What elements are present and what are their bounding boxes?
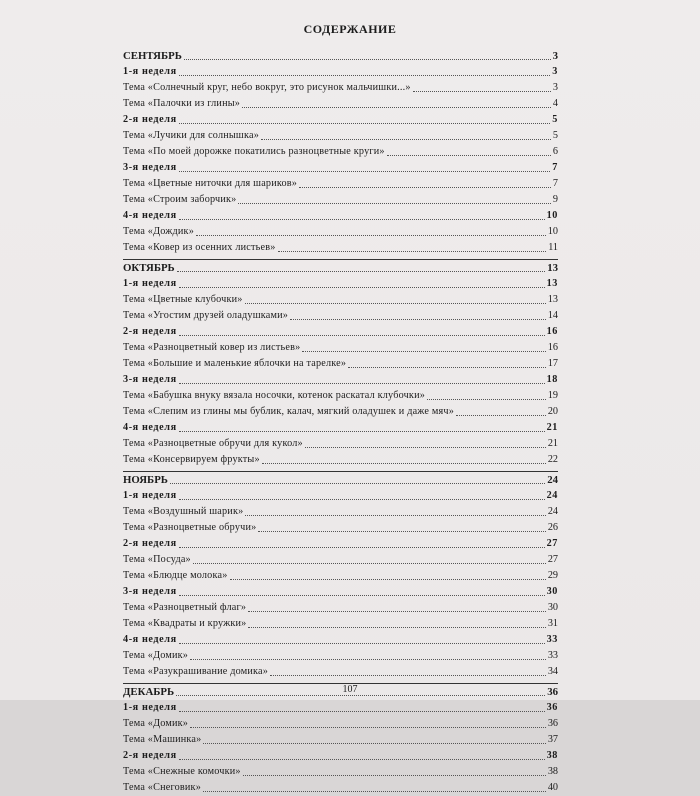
- toc-entry-label: Тема «Домик»: [123, 718, 189, 729]
- toc-topic-entry: [123, 404, 558, 420]
- toc-entry-page: 7: [552, 162, 558, 173]
- toc-entry-label: 2-я неделя: [123, 114, 177, 125]
- dot-leader: [170, 483, 545, 484]
- toc-week-entry: [123, 748, 558, 764]
- toc-entry-page: 27: [547, 554, 558, 565]
- toc-week-entry: [123, 276, 558, 292]
- dot-leader: [179, 759, 545, 760]
- toc-entry-label: Тема «Угостим друзей оладушками»: [123, 310, 289, 321]
- toc-entry-page: 29: [547, 570, 558, 581]
- dot-leader: [179, 123, 551, 124]
- dot-leader: [456, 415, 546, 416]
- toc-topic-entry: [123, 732, 558, 748]
- toc-entry-label: Тема «Снежные комочки»: [123, 766, 241, 777]
- toc-entry-page: 38: [546, 750, 558, 761]
- toc-topic-entry: [123, 520, 558, 536]
- toc-week-entry: [123, 324, 558, 340]
- toc-topic-entry: [123, 716, 558, 732]
- dot-leader: [387, 155, 551, 156]
- toc-entry-label: Тема «Разноцветные обручи»: [123, 522, 257, 533]
- toc-entry-label: Тема «Снеговик»: [123, 782, 201, 793]
- toc-entry-page: 36: [547, 718, 558, 729]
- dot-leader: [238, 203, 550, 204]
- toc-month-entry: [123, 471, 558, 488]
- toc-entry-label: Тема «Бабушка внуку вязала носочки, котенок раскатал клубочки»: [123, 390, 426, 401]
- toc-entry-label: 1-я неделя: [123, 66, 177, 77]
- dot-leader: [299, 187, 551, 188]
- dot-leader: [179, 383, 545, 384]
- toc-entry-label: Тема «По моей дорожке покатились разноцветные круги»: [123, 146, 385, 157]
- toc-entry-label: Тема «Солнечный круг, небо вокруг, это рисунок мальчишки...»: [123, 82, 411, 93]
- toc-topic-entry: [123, 176, 558, 192]
- dot-leader: [230, 579, 546, 580]
- toc-topic-entry: [123, 96, 558, 112]
- dot-leader: [248, 627, 545, 628]
- toc-entry-page: 3: [552, 50, 558, 62]
- toc-entry-label: Тема «Большие и маленькие яблочки на тарелке»: [123, 358, 347, 369]
- dot-leader: [190, 659, 546, 660]
- dot-leader: [258, 531, 545, 532]
- dot-leader: [290, 319, 546, 320]
- toc-entry-label: Тема «Ковер из осенних листьев»: [123, 242, 276, 253]
- toc-entry-label: 1-я неделя: [123, 490, 177, 501]
- dot-leader: [179, 711, 545, 712]
- dot-leader: [179, 595, 545, 596]
- toc-topic-entry: [123, 340, 558, 356]
- dot-leader: [242, 107, 551, 108]
- toc-topic-entry: [123, 780, 558, 796]
- toc-topic-entry: [123, 224, 558, 240]
- toc-entry-label: СЕНТЯБРЬ: [123, 50, 182, 62]
- toc-entry-page: 27: [546, 538, 558, 549]
- toc-entry-page: 26: [547, 522, 558, 533]
- toc-entry-page: 13: [547, 294, 558, 305]
- dot-leader: [179, 287, 545, 288]
- toc-entry-page: 31: [547, 618, 558, 629]
- toc-entry-label: 3-я неделя: [123, 374, 177, 385]
- toc-topic-entry: [123, 144, 558, 160]
- toc-entry-label: Тема «Цветные клубочки»: [123, 294, 243, 305]
- toc-entry-page: 4: [552, 98, 558, 109]
- dot-leader: [427, 399, 546, 400]
- toc-entry-page: 9: [552, 194, 558, 205]
- toc-entry-page: 38: [547, 766, 558, 777]
- dot-leader: [413, 91, 551, 92]
- toc-entry-label: Тема «Лучики для солнышка»: [123, 130, 259, 141]
- dot-leader: [179, 171, 551, 172]
- toc-topic-entry: [123, 764, 558, 780]
- toc-entry-page: 16: [546, 326, 558, 337]
- dot-leader: [245, 303, 546, 304]
- toc-entry-label: Тема «Разукрашивание домика»: [123, 666, 269, 677]
- toc-entry-label: Тема «Палочки из глины»: [123, 98, 241, 109]
- toc-entry-page: 20: [547, 406, 558, 417]
- toc-entry-label: Тема «Дождик»: [123, 226, 195, 237]
- dot-leader: [193, 563, 546, 564]
- toc-entry-page: 3: [552, 66, 558, 77]
- toc-entry-page: 13: [547, 262, 558, 274]
- toc-entry-page: 40: [547, 782, 558, 793]
- dot-leader: [243, 775, 546, 776]
- toc-entry-label: 2-я неделя: [123, 538, 177, 549]
- toc-entry-page: 24: [547, 474, 558, 486]
- dot-leader: [196, 235, 546, 236]
- dot-leader: [184, 59, 551, 60]
- toc-entry-label: ОКТЯБРЬ: [123, 262, 175, 274]
- toc-entry-label: ДЕКАБРЬ: [123, 686, 175, 698]
- toc-entry-label: 2-я неделя: [123, 326, 177, 337]
- toc-week-entry: [123, 536, 558, 552]
- toc-entry-page: 33: [546, 634, 558, 645]
- toc-entry-label: Тема «Домик»: [123, 650, 189, 661]
- toc-entry-label: Тема «Разноцветный ковер из листьев»: [123, 342, 301, 353]
- toc-week-entry: [123, 64, 558, 80]
- toc-entry-label: 4-я неделя: [123, 422, 177, 433]
- dot-leader: [261, 139, 551, 140]
- toc-topic-entry: [123, 648, 558, 664]
- toc-entry-page: 3: [552, 82, 558, 93]
- toc-week-entry: [123, 208, 558, 224]
- toc-entry-page: 21: [546, 422, 558, 433]
- toc-topic-entry: [123, 616, 558, 632]
- toc-entry-label: 1-я неделя: [123, 702, 177, 713]
- toc-topic-entry: [123, 192, 558, 208]
- toc-entry-label: Тема «Строим заборчик»: [123, 194, 237, 205]
- toc-week-entry: [123, 632, 558, 648]
- toc-topic-entry: [123, 240, 558, 256]
- toc-week-entry: [123, 372, 558, 388]
- toc-topic-entry: [123, 600, 558, 616]
- toc-entry-page: 24: [547, 506, 558, 517]
- toc-entry-page: 22: [547, 454, 558, 465]
- toc-entry-page: 14: [547, 310, 558, 321]
- dot-leader: [176, 695, 545, 696]
- toc-entry-label: Тема «Цветные ниточки для шариков»: [123, 178, 298, 189]
- toc-topic-entry: [123, 436, 558, 452]
- dot-leader: [348, 367, 546, 368]
- toc-entry-page: 24: [546, 490, 558, 501]
- dot-leader: [179, 547, 545, 548]
- dot-leader: [302, 351, 545, 352]
- toc-entry-label: 4-я неделя: [123, 634, 177, 645]
- dot-leader: [179, 499, 545, 500]
- dot-leader: [245, 515, 545, 516]
- dot-leader: [270, 675, 546, 676]
- toc-entry-page: 5: [552, 114, 558, 125]
- toc-topic-entry: [123, 128, 558, 144]
- toc-entry-label: НОЯБРЬ: [123, 474, 168, 486]
- dot-leader: [305, 447, 546, 448]
- toc-week-entry: [123, 112, 558, 128]
- toc-entry-page: 10: [547, 226, 558, 237]
- toc-entry-label: 1-я неделя: [123, 278, 177, 289]
- toc-entry-page: 5: [552, 130, 558, 141]
- toc-topic-entry: [123, 292, 558, 308]
- toc-topic-entry: [123, 356, 558, 372]
- toc-entry-label: 3-я неделя: [123, 586, 177, 597]
- toc-topic-entry: [123, 308, 558, 324]
- toc-entry-page: 30: [547, 602, 558, 613]
- toc-topic-entry: [123, 552, 558, 568]
- toc-entry-page: 34: [547, 666, 558, 677]
- toc-entry-page: 18: [546, 374, 558, 385]
- toc-entry-label: Тема «Разноцветный флаг»: [123, 602, 247, 613]
- toc-week-entry: [123, 488, 558, 504]
- toc-topic-entry: [123, 388, 558, 404]
- toc-topic-entry: [123, 664, 558, 680]
- dot-leader: [177, 271, 546, 272]
- toc-entry-label: Тема «Квадраты и кружки»: [123, 618, 247, 629]
- dot-leader: [179, 643, 545, 644]
- toc-entry-page: 16: [547, 342, 558, 353]
- toc-entry-label: 2-я неделя: [123, 750, 177, 761]
- toc-entry-page: 21: [547, 438, 558, 449]
- dot-leader: [179, 219, 545, 220]
- dot-leader: [262, 463, 546, 464]
- toc-week-entry: [123, 700, 558, 716]
- toc-entry-page: 11: [548, 242, 558, 253]
- toc-topic-entry: [123, 568, 558, 584]
- toc-topic-entry: [123, 504, 558, 520]
- dot-leader: [190, 727, 546, 728]
- dot-leader: [278, 251, 547, 252]
- toc-entry-label: Тема «Разноцветные обручи для кукол»: [123, 438, 303, 449]
- toc-entry-page: 6: [552, 146, 558, 157]
- toc-month-entry: [123, 48, 558, 64]
- toc-entry-page: 13: [546, 278, 558, 289]
- toc-entry-label: Тема «Блюдце молока»: [123, 570, 228, 581]
- toc-entry-page: 17: [547, 358, 558, 369]
- toc-entry-page: 37: [547, 734, 558, 745]
- dot-leader: [248, 611, 546, 612]
- dot-leader: [179, 335, 545, 336]
- toc-entry-label: Тема «Консервируем фрукты»: [123, 454, 260, 465]
- toc-entry-label: 4-я неделя: [123, 210, 177, 221]
- toc-entry-page: 19: [547, 390, 558, 401]
- toc-entry-label: 3-я неделя: [123, 162, 177, 173]
- dot-leader: [179, 75, 551, 76]
- toc-entry-page: 7: [552, 178, 558, 189]
- page-number: 107: [342, 684, 358, 695]
- toc-week-entry: [123, 584, 558, 600]
- toc-entry-page: 36: [547, 686, 558, 698]
- toc-entry-label: Тема «Воздушный шарик»: [123, 506, 244, 517]
- toc-entry-label: Тема «Слепим из глины мы бублик, калач, мягкий оладушек и даже мяч»: [123, 406, 455, 417]
- toc-entry-page: 33: [547, 650, 558, 661]
- toc-topic-entry: [123, 452, 558, 468]
- toc-entry-label: Тема «Машинка»: [123, 734, 202, 745]
- toc-week-entry: [123, 160, 558, 176]
- toc-entry-page: 36: [546, 702, 558, 713]
- toc-month-entry: [123, 259, 558, 276]
- page-title: СОДЕРЖАНИЕ: [303, 22, 397, 36]
- toc-entry-page: 10: [546, 210, 558, 221]
- toc-entry-page: 30: [546, 586, 558, 597]
- toc-week-entry: [123, 420, 558, 436]
- dot-leader: [179, 431, 545, 432]
- dot-leader: [203, 791, 546, 792]
- dot-leader: [203, 743, 545, 744]
- toc-entry-label: Тема «Посуда»: [123, 554, 191, 565]
- toc-topic-entry: [123, 80, 558, 96]
